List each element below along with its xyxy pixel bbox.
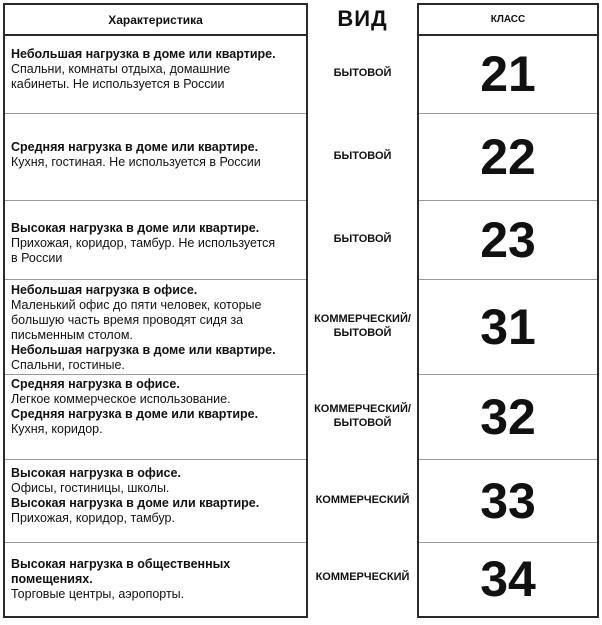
characteristic-description: в России [11,251,63,265]
kind-label [316,493,410,507]
characteristic-heading: Средняя нагрузка в доме или квартире. [11,140,259,154]
kind-label [334,149,392,163]
kind-label-line: КОММЕРЧЕСКИЙ/ [314,312,411,325]
kind-label-line: КОММЕРЧЕСКИЙ/ [314,402,411,415]
characteristic-heading: Средняя нагрузка в офисе. [11,377,180,391]
characteristics-column [3,3,308,618]
kind-cell [310,33,415,112]
characteristic-heading: помещениях. [11,572,93,586]
kind-column [310,3,415,618]
kind-cell [310,458,415,541]
kind-header: ВИД [337,5,388,31]
kind-cell [310,278,415,373]
characteristic-heading: Небольшая нагрузка в доме или квартире. [11,343,276,357]
kind-label-line: БЫТОВОЙ [333,149,392,162]
kind-label-line: КОММЕРЧЕСКИЙ [315,493,410,506]
class-cell [419,201,597,280]
kind-label-line: БЫТОВОЙ [333,66,392,79]
kind-cell [310,541,415,613]
class-number: 33 [480,473,536,529]
characteristic-cell [5,35,306,114]
characteristic-description: большую часть время проводят сидя за [11,313,244,327]
characteristic-heading: Высокая нагрузка в доме или квартире. [11,221,260,235]
characteristic-heading: Высокая нагрузка в офисе. [11,466,181,480]
class-cell [419,375,597,460]
characteristic-description: Легкое коммерческое использование. [11,392,231,406]
class-cell [419,35,597,114]
characteristic-cell [5,280,306,375]
characteristic-description: Прихожая, коридор, тамбур. [11,511,175,525]
class-number: 23 [480,212,536,268]
class-number: 31 [480,299,536,355]
class-cell [419,460,597,543]
characteristic-description: Спальни, комнаты отдыха, домашние [11,62,231,76]
kind-cell [310,373,415,458]
characteristic-cell [5,543,306,615]
class-column [417,3,599,618]
kind-label-line: БЫТОВОЙ [333,326,392,339]
characteristic-heading: Высокая нагрузка в доме или квартире. [11,496,260,510]
kind-cell [310,112,415,199]
kind-label [334,66,392,80]
characteristic-description: Кухня, коридор. [11,422,103,436]
kind-label [314,402,411,430]
kind-label-line: БЫТОВОЙ [333,232,392,245]
class-cell [419,114,597,201]
kind-label-line: КОММЕРЧЕСКИЙ [315,571,410,583]
class-cell [419,280,597,375]
characteristic-description: Спальни, гостиные. [11,358,125,372]
characteristic-description: письменным столом. [11,328,133,342]
characteristic-heading: Небольшая нагрузка в доме или квартире. [11,47,276,61]
characteristic-header: Характеристика [5,5,306,36]
characteristic-cell [5,460,306,543]
characteristic-cell [5,201,306,280]
characteristic-description: Прихожая, коридор, тамбур. Не используется [11,236,276,250]
kind-label [316,570,410,584]
characteristic-description: Маленький офис до пяти человек, которые [11,298,262,312]
characteristic-description: кабинеты. Не используется в России [11,77,225,91]
class-header: КЛАСС [419,5,597,36]
kind-label-line: БЫТОВОЙ [333,416,392,429]
characteristic-cell [5,114,306,201]
class-number: 32 [480,389,536,445]
class-number: 21 [480,46,536,102]
characteristic-heading: Средняя нагрузка в доме или квартире. [11,407,259,421]
characteristic-heading: Небольшая нагрузка в офисе. [11,283,198,297]
kind-label [334,232,392,246]
characteristic-heading: Высокая нагрузка в общественных [11,557,231,571]
characteristic-description: Кухня, гостиная. Не используется в России [11,155,261,169]
characteristic-cell [5,375,306,460]
class-number: 34 [480,551,536,607]
characteristic-description: Торговые центры, аэропорты. [11,587,185,601]
class-number: 22 [480,129,536,185]
kind-label [314,312,411,340]
kind-cell [310,199,415,278]
characteristic-description: Офисы, гостиницы, школы. [11,481,170,495]
class-cell [419,543,597,615]
